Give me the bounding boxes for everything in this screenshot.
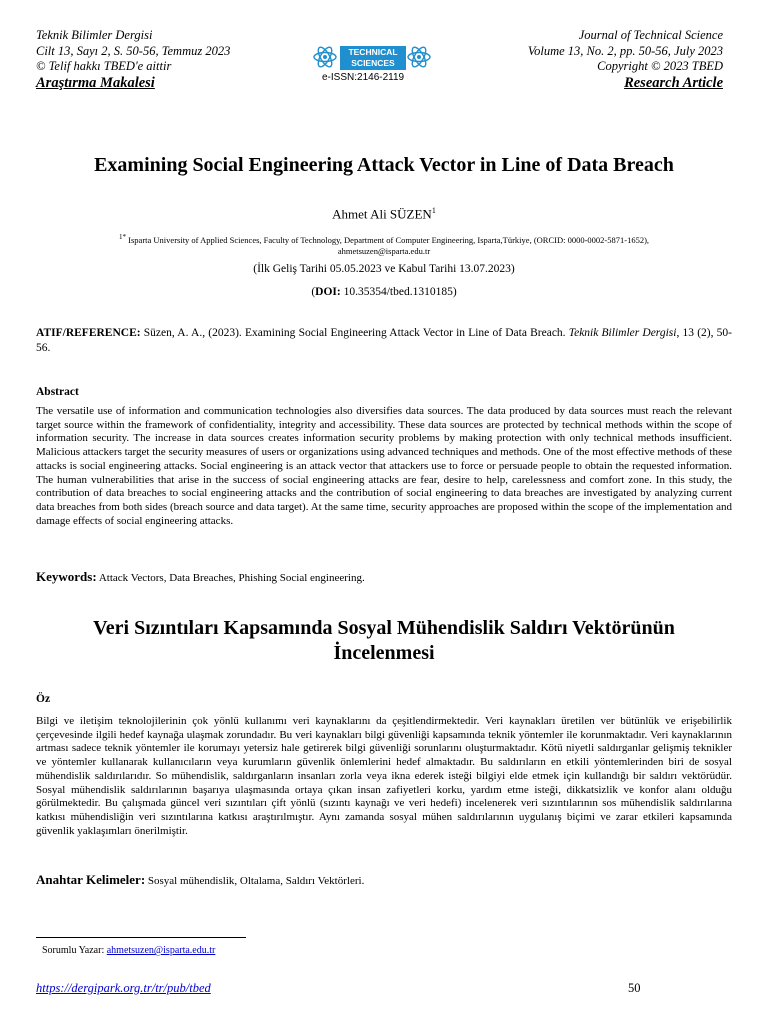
submission-dates: (İlk Geliş Tarihi 05.05.2023 ve Kabul Tarihi 13.07.2023) bbox=[253, 263, 515, 275]
doi-value: 10.35354/tbed.1310185 bbox=[343, 286, 453, 298]
page-number: 50 bbox=[628, 981, 641, 995]
author bbox=[0, 206, 768, 222]
abstract-heading: Abstract bbox=[36, 386, 79, 398]
logo-badge bbox=[340, 46, 406, 70]
issn: e-ISSN:2146-2119 bbox=[322, 72, 405, 83]
logo-line1: TECHNICAL bbox=[348, 47, 398, 57]
footnote-divider bbox=[36, 937, 246, 938]
citation-tail: , 13 (2), 50-56. bbox=[36, 327, 732, 354]
journal-logo bbox=[308, 42, 434, 84]
author-sup: 1 bbox=[431, 206, 436, 215]
turkish-title-line1: Veri Sızıntıları Kapsamında Sosyal Mühendislik Saldırı Vektörünün bbox=[93, 617, 675, 639]
citation-text: Süzen, A. A., (2023). Examining Social Engineering Attack Vector in Line of Data Breach. bbox=[143, 327, 566, 339]
author-email: ahmetsuzen@isparta.edu.tr bbox=[337, 245, 431, 256]
copyright-en: Copyright © 2023 TBED bbox=[597, 59, 723, 73]
anahtar-text: Sosyal mühendislik, Oltalama, Saldırı Vektörleri. bbox=[147, 875, 365, 887]
keywords-text: Attack Vectors, Data Breaches, Phishing Social engineering. bbox=[98, 572, 365, 584]
turkish-title-line2: İncelenmesi bbox=[333, 642, 435, 664]
article-type-en: Research Article bbox=[624, 74, 723, 91]
abstract-text: The versatile use of information and communication technologies also diversifies data sources. The data produced by data sources must reach the relevant target source within the framework of confidentiality, integrity and accessibility. These data sources are protected by technical methods within the scope of information security. The increase in data sources creates information security problems by making protection with only technical methods insufficient. Malicious attackers target the security measures of users or organizations using advanced techniques and methods. One of the most effective methods of these attacks is social engineering attacks. Social engineering is an attack vector that attackers use to force or persuade people to obtain the requested information. The human vulnerabilities that arise in the success of social engineering attacks are fear, desire to help, carelessness and comfort zone. In this study, the contribution of data breaches to social engineering attacks and the contribution of social engineering to data breaches are investigated by analyzing current data breaches from both sides (breach source and data target). At the same time, security approaches are proposed within the scope of the implementation and damage effects of social engineering attacks. bbox=[36, 405, 732, 527]
journal-url-link[interactable]: https://dergipark.org.tr/tr/pub/tbed bbox=[36, 981, 211, 995]
affiliation-text: Isparta University of Applied Sciences, Faculty of Technology, Department of Computer Engineering, Isparta,Türkiye, (ORCID: 0000-0002-5871-1652), bbox=[128, 234, 650, 245]
footnote-label: Sorumlu Yazar: bbox=[42, 945, 105, 956]
citation-label: ATIF/REFERENCE: bbox=[36, 327, 141, 339]
header-left bbox=[36, 28, 230, 91]
logo-line2: SCIENCES bbox=[351, 58, 395, 68]
affiliation bbox=[40, 232, 728, 257]
author-name: Ahmet Ali SÜZEN bbox=[332, 206, 432, 222]
anahtar-label: Anahtar Kelimeler: bbox=[36, 872, 146, 887]
article-type-tr: Araştırma Makalesi bbox=[36, 74, 155, 91]
volume-info-en: Volume 13, No. 2, pp. 50-56, July 2023 bbox=[527, 43, 723, 58]
copyright-tr: © Telif hakkı TBED'e aittir bbox=[36, 59, 172, 73]
anahtar-kelimeler bbox=[36, 872, 732, 888]
paper-title: Examining Social Engineering Attack Vector in Line of Data Breach bbox=[94, 154, 674, 176]
turkish-title bbox=[0, 616, 768, 666]
footnote bbox=[42, 945, 215, 956]
oz-text: Bilgi ve iletişim teknolojilerinin çok yönlü kullanımı veri kaynaklarını da çeşitlendirmektedir. Veri kaynakları üretilen ver bütünlük ve erişebilirlik çerçevesinde ilgili hedef kaynağa ulaşmak zorundadır. Bu veri kaynakları bilgi güvenliği kapsamında teknik yöntemler ile korunmaktadır. Veri kaynaklarının artması sadece teknik yöntemler ile korumayı yetersiz hale getirerek bilgi güvenliği sorunlarını oluşturmaktadır. Kötü niyetli saldırganlar gelişmiş teknikler ve yöntemler kullanarak kullanıcıların veya kurumların güvenlik önlemlerini hedef almaktadır. Bu saldırıların en etkili yöntemlerinden biri de sosyal mühendislik saldırılarıdır. So mühendislik, saldırganların insanları zorla veya ikna ederek isteği bilgiyi elde etmek için kullandığı bir saldırı vektörüdür. Sosyal mühendislik saldırılarının başarıya ulaşmasında ortaya çıkan insan zafiyetleri korku, yardım etme isteği, dikkatsizlik ve konfor alanı olduğu görülmektedir. Bu çalışmada güncel veri sızıntıları çift yönlü (sızıntı kaynağı ve veri hedefi) incelenerek veri sızıntılarının sos mühendislik saldırılarına katkısı mühendisliğin veri sızıntılarına katkısı araştırılmıştır. Aynı zamanda sosyal mühen saldırılarının uygulanış biçimi ve zarar etkileri kapsamında güvenlik yaklaşımları önerilmiştir. bbox=[36, 715, 732, 837]
journal-name-en: Journal of Technical Science bbox=[578, 28, 723, 42]
volume-info-tr: Cilt 13, Sayı 2, S. 50-56, Temmuz 2023 bbox=[36, 43, 231, 58]
citation bbox=[36, 326, 732, 356]
atom-icon bbox=[312, 44, 338, 70]
journal-name-tr: Teknik Bilimler Dergisi bbox=[36, 28, 153, 42]
keywords-label: Keywords: bbox=[36, 569, 97, 584]
corresponding-email-link[interactable]: ahmetsuzen@isparta.edu.tr bbox=[106, 945, 216, 956]
citation-journal: Teknik Bilimler Dergisi bbox=[568, 327, 677, 339]
affiliation-sup: 1* bbox=[118, 233, 127, 241]
header-right bbox=[528, 28, 723, 91]
atom-icon bbox=[406, 44, 432, 70]
doi-label: DOI: bbox=[315, 286, 341, 298]
oz-heading: Öz bbox=[36, 693, 51, 705]
keywords bbox=[36, 569, 732, 585]
doi: (DOI: 10.35354/tbed.1310185) bbox=[311, 286, 457, 298]
